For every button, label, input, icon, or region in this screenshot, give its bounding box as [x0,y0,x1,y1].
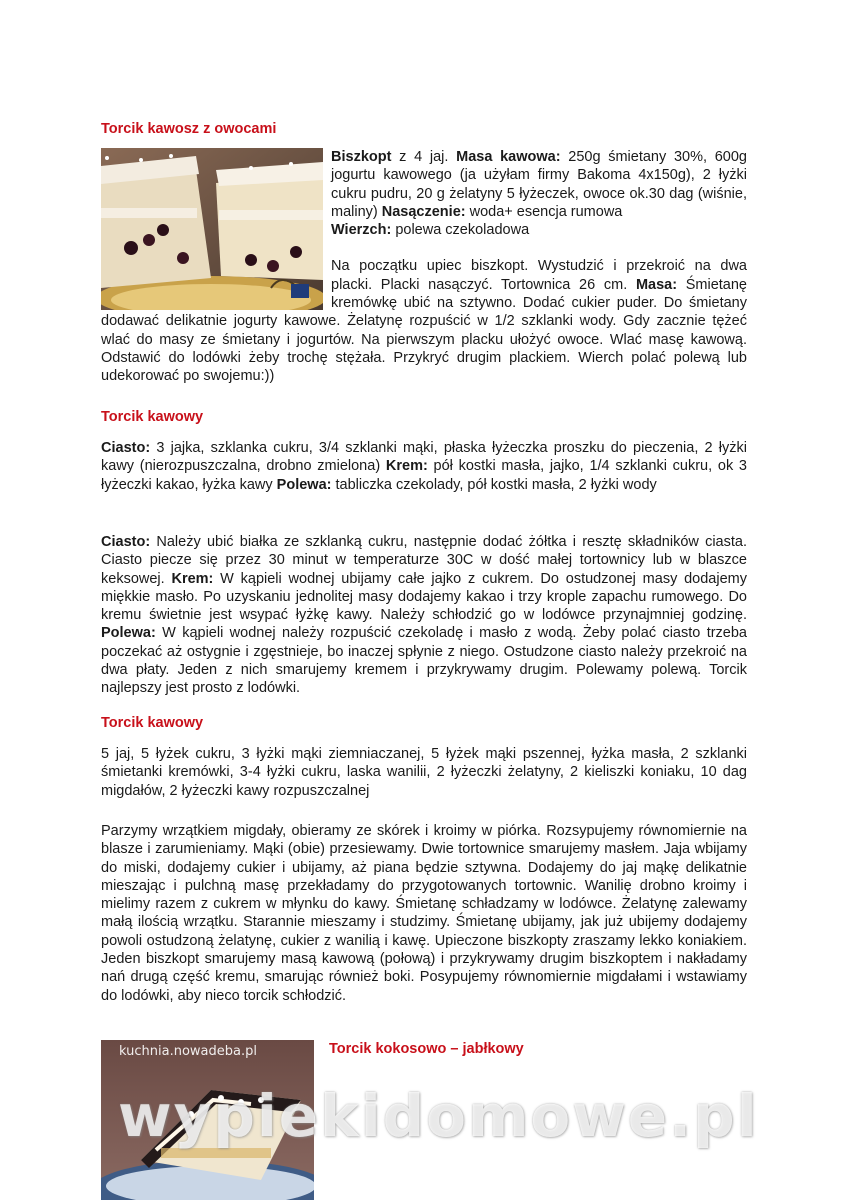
ingredient-label: Biszkopt [331,149,392,165]
recipe-title: Torcik kawowy [101,715,204,731]
recipe-method: Ciasto: Należy ubić białka ze szklanką cukru, następnie dodać żółtka i resztę składników ciasta. Ciasto piecze się przez 30 minut w temperaturze 30C w dość małej tortownicy lub w blaszce keksowej. Krem: W kąpieli wodnej ubijamy całe jajko z cukrem. Do ostudzonej masy dodajemy miękkie masło. Po uzyskaniu jednolitej masy dodajemy kakao i trzy krople zapachu rumowego. Do kremu świetnie jest wsypać łyżkę kawy. Należy schłodzić go w lodówce przynajmniej godzinę. Polewa: W kąpieli wodnej należy rozpuścić czekoladę i masło z wodą. Żeby polać ciasto trzeba poczekać aż ostygnie i zgęstnieje, bo inaczej spłynie z niego. Ostudzone ciasto należy przekroić na dwa płaty. Jeden z nich smarujemy kremem i przykrywamy drugim. Polewamy polewą. Torcik najlepszy jest prosto z lodówki. [101,534,747,697]
recipe-title: Torcik kawowy [101,409,204,425]
recipe-method: Parzymy wrzątkiem migdały, obieramy ze skórek i kroimy w piórka. Rozsypujemy równomiernie na blasze i zarumieniamy. Mąki (obie) przesiewamy. Dwie tortownice smarujemy masłem. Jaja wbijamy do miski, dodajemy cukier i ubijamy, aż piana będzie sztywna. Dodajemy do jaj mąkę delikatnie mieszając i pulchną masę przekładamy do przygotowanych tortownic. Wanilię drobno kroimy i mielimy razem z cukrem w młynku do kawy. Śmietanę schładzamy w lodówce. Żelatynę zalewamy małą ilością wrzątku. Starannie mieszamy i studzimy. Śmietanę ubijamy, jak już ubijemy dodajemy powoli ostudzoną żelatynę, cukier z wanilią i kawę. Upieczone biszkopty zraszamy lekko koniakiem. Jeden biszkopt smarujemy masą kawową (połową) i przykrywamy drugim biszkoptem i nakładamy nań drugą część kremu, smarując również boki. Posypujemy równomiernie migdałami i wstawiamy do lodówki, aby nieco torcik schłodzić. [101,823,747,1004]
recipe-ingredients: Ciasto: 3 jajka, szklanka cukru, 3/4 szklanki mąki, płaska łyżeczka proszku do pieczenia, 2 łyżki kawy (nierozpuszczalna, drobno zmielona) Krem: pół kostki masła, jajko, 1/4 szklanki cukru, ok 3 łyżeczki kakao, łyżka kawy Polewa: tabliczka czekolady, pół kostki masła, 2 łyżki wody [101,440,747,493]
recipe-ingredients: 5 jaj, 5 łyżek cukru, 3 łyżki mąki ziemniaczanej, 5 łyżek mąki pszennej, łyżka masła, 2 szklanki śmietanki kremówki, 3-4 łyżki cukru, laska wanilii, 2 łyżeczki żelatyny, 2 kieliszki koniaku, 10 dag migdałów, 2 łyżeczki kawy rozpuszczalnej [101,746,747,799]
photo-caption: kuchnia.nowadeba.pl [119,1044,257,1059]
ingredient-label: Wierzch: [331,222,392,239]
recipe-title: Torcik kokosowo – jabłkowy [329,1041,524,1057]
recipe-method: Na początku upiec biszkopt. Wystudzić i przekroić na dwa placki. Placki nasączyć. Tortownica 26 cm. [331,258,747,293]
recipe-1-body: Biszkopt z 4 jaj. Masa kawowa: 250g śmietany 30%, 600g jogurtu kawowego (ja użyłam firmy Bakoma 4x150g), 2 łyżki cukru pudru, 20 g żelatyny 5 łyżeczek, owoce ok.30 dag (wiśnie, maliny) Nasączenie: woda+ esencja rumowa Wierzch: polewa czekoladowa Na początku upiec biszkopt. Wystudzić i przekroić na dwa placki. Placki nasączyć. Tortownica 26 cm. Masa: Śmietanę kremówkę ubić na sztywno. Dodać cukier puder. Do śmietany dodawać delikatnie jogurty kawowe. Żelatynę rozpuścić w 1/2 szklanki wody. Gdy zacznie tężeć wlać do masy ze śmietany i jogurtów. Na pierwszym placku ułożyć owoce. Wlać masę kawową. Odstawić do lodówki żeby trochę stężała. Przykryć drugim plackiem. Wierch polać polewą lub udekorować po swojemu:)) [101,148,747,386]
ingredient-label: Nasączenie: [381,203,466,220]
ingredient-label: Masa kawowa: [456,149,561,165]
watermark: wypiekidomowe.pl [118,1082,759,1150]
cake-photo-fruit [101,148,323,310]
recipe-title: Torcik kawosz z owocami [101,121,277,137]
